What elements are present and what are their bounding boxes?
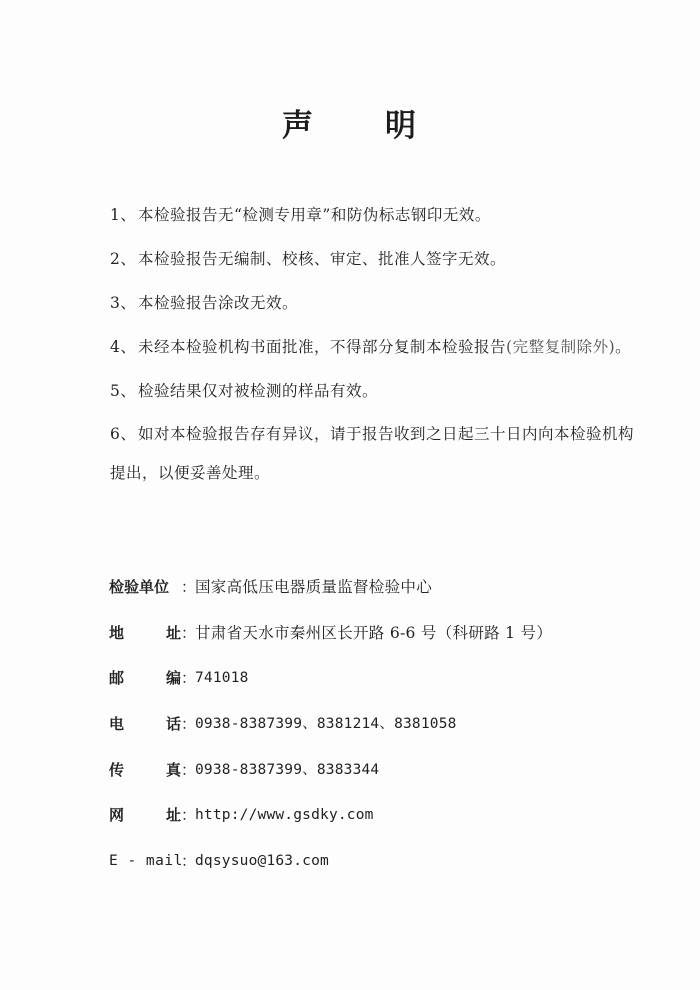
website-value: http://www.gsdky.com	[195, 807, 374, 824]
email-value: dqsysuo@163.com	[195, 853, 329, 870]
contact-row-unit: 检验单位 ： 国家高低压电器质量监督检验中心	[109, 575, 649, 621]
unit-value: 国家高低压电器质量监督检验中心	[195, 578, 433, 596]
contact-row-phone: 电 话 ： 0938-8387399、8381214、8381058	[109, 712, 649, 758]
title-char-left: 声	[282, 108, 315, 144]
contact-row-postcode: 邮 编 ： 741018	[109, 666, 649, 712]
fax-label: 传 真	[109, 760, 181, 779]
statement-item-4: 4、 未经本检验机构书面批准，不得部分复制本检验报告(完整复制除外)。	[110, 338, 632, 356]
title-char-right: 明	[385, 108, 418, 144]
fax-value: 0938-8387399、8383344	[195, 761, 380, 778]
statement-item-3: 3、 本检验报告涂改无效。	[110, 294, 299, 312]
contact-row-address: 地 址 ： 甘肃省天水市秦州区长开路 6-6 号（科研路 1 号）	[109, 621, 649, 667]
phone-label: 电 话	[109, 715, 181, 734]
statement-item-4-note: (完整复制除外)	[506, 338, 616, 356]
postcode-value: 741018	[195, 670, 249, 687]
unit-label: 检验单位	[109, 578, 170, 596]
phone-value: 0938-8387399、8381214、8381058	[195, 716, 457, 733]
statement-list	[110, 203, 670, 513]
statement-item-1: 1、 本检验报告无“检测专用章”和防伪标志钢印无效。	[110, 206, 491, 224]
statement-item-6: 6、 如对本检验报告存有异议，请于报告收到之日起三十日内向本检验机构提出，以便妥善处理。	[110, 425, 635, 482]
address-value: 甘肃省天水市秦州区长开路 6-6 号（科研路 1 号）	[195, 623, 553, 642]
postcode-label: 邮 编	[109, 669, 181, 688]
statement-item-2: 2、 本检验报告无编制、校核、审定、批准人签字无效。	[110, 250, 507, 268]
contact-row-website: 网 址 ： http://www.gsdky.com	[109, 803, 649, 849]
page-title	[0, 100, 700, 145]
contact-row-email: E - mail ： dqsysuo@163.com	[109, 849, 649, 895]
contact-row-fax: 传 真 ： 0938-8387399、8383344	[109, 758, 649, 804]
website-label: 网 址	[109, 806, 181, 825]
contact-block	[109, 575, 649, 895]
address-label: 地 址	[109, 623, 181, 642]
email-label: E - mail	[109, 853, 183, 870]
statement-item-5: 5、 检验结果仅对被检测的样品有效。	[110, 382, 379, 400]
